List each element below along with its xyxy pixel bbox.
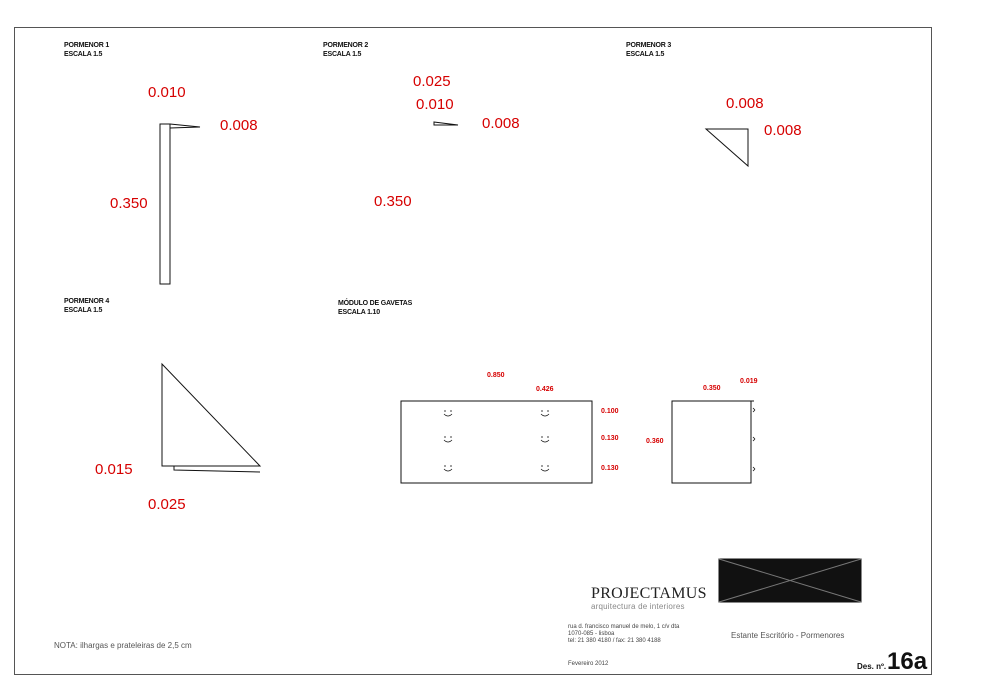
drawer-side-dim-thickness: 0.019 (740, 378, 758, 385)
detail-4-title: PORMENOR 4 (64, 298, 110, 305)
company-brand: PROJECTAMUS (591, 585, 707, 602)
handle-icon (444, 410, 452, 416)
drawer-module-title: MÓDULO DE GAVETAS (338, 300, 413, 307)
drawer-dim-total-width: 0.850 (487, 372, 505, 379)
detail-1-dim-top: 0.010 (148, 84, 186, 101)
detail-2-bevel (434, 122, 458, 125)
drawer-dim-row-2: 0.130 (601, 435, 619, 442)
detail-3-scale: ESCALA 1.5 (626, 51, 665, 58)
detail-3-triangle (706, 129, 748, 166)
detail-2-scale: ESCALA 1.5 (323, 51, 362, 58)
detail-4-bevel (174, 466, 260, 472)
detail-3-dim-top: 0.008 (726, 95, 764, 112)
address-line-1: rua d. francisco manuel de melo, 1 c/v dta (568, 624, 680, 630)
drawer-module-scale: ESCALA 1.10 (338, 309, 380, 316)
detail-2-dim-top: 0.025 (413, 73, 451, 90)
drawer-side-dim-height: 0.360 (646, 438, 664, 445)
address-line-2: 1070-085 - lisboa (568, 631, 615, 637)
drawer-side-dim-depth: 0.350 (703, 385, 721, 392)
detail-1-panel (160, 124, 170, 284)
detail-4-triangle (162, 364, 260, 466)
address-line-3: tel: 21 380 4180 / fax: 21 380 4188 (568, 638, 661, 644)
handle-icon (541, 436, 549, 442)
drawer-dim-row-1: 0.100 (601, 408, 619, 415)
detail-1-dim-height: 0.350 (110, 195, 148, 212)
company-tagline: arquitectura de interiores (591, 602, 685, 611)
drawing-note: NOTA: ilhargas e prateleiras de 2,5 cm (54, 641, 192, 650)
detail-4-scale: ESCALA 1.5 (64, 307, 103, 314)
drawer-dim-row-3: 0.130 (601, 465, 619, 472)
handle-icon (541, 410, 549, 416)
detail-2-title: PORMENOR 2 (323, 42, 369, 49)
detail-2-dim-mid: 0.010 (416, 96, 454, 113)
side-handles (753, 408, 755, 471)
detail-4-dim-left: 0.015 (95, 461, 133, 478)
detail-1-scale: ESCALA 1.5 (64, 51, 103, 58)
project-logo-box (719, 559, 861, 602)
detail-2-dim-right: 0.008 (482, 115, 520, 132)
handle-icon (444, 465, 452, 471)
detail-1-bevel (170, 124, 200, 128)
drawer-module-side (672, 401, 751, 483)
drawer-dim-half-width: 0.426 (536, 386, 554, 393)
detail-3-dim-right: 0.008 (764, 122, 802, 139)
drawer-handles (444, 408, 755, 471)
detail-2-dim-height: 0.350 (374, 193, 412, 210)
detail-4-dim-bottom: 0.025 (148, 496, 186, 513)
drawing-date: Fevereiro 2012 (568, 661, 609, 667)
drawing-number-label: Des. nº. (857, 662, 887, 671)
project-title: Estante Escritório - Pormenores (731, 631, 845, 640)
company-address (568, 624, 679, 645)
drawer-module-front (401, 401, 592, 483)
handle-icon (444, 436, 452, 442)
handle-icon (541, 465, 549, 471)
detail-1-dim-right: 0.008 (220, 117, 258, 134)
drawing-number: 16a (887, 648, 928, 675)
detail-1-title: PORMENOR 1 (64, 42, 110, 49)
detail-3-title: PORMENOR 3 (626, 42, 672, 49)
